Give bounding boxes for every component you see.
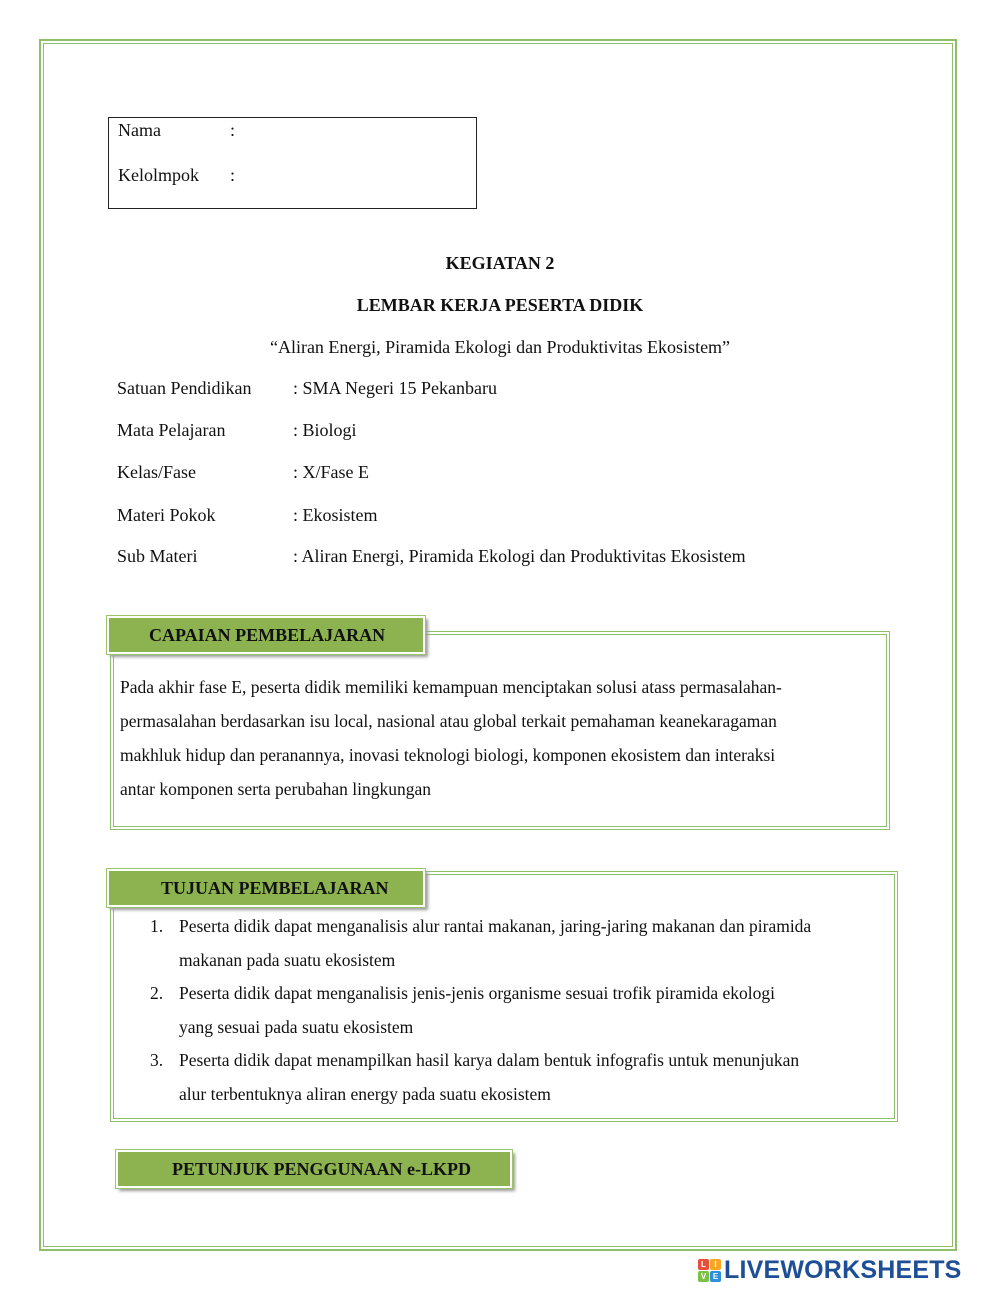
item-number: 3. (150, 1050, 164, 1070)
item-line: alur terbentuknya aliran energy pada suatu ekosistem (179, 1083, 551, 1104)
name-row (118, 120, 235, 141)
item-line: yang sesuai pada suatu ekosistem (179, 1016, 414, 1037)
list-item (150, 910, 890, 977)
group-row (118, 165, 235, 186)
brand-name: LIVEWORKSHEETS (724, 1255, 962, 1284)
capaian-line: Pada akhir fase E, peserta didik memiliki kemampuan menciptakan solusi atass permasalahan- (120, 677, 782, 697)
petunjuk-header: PETUNJUK PENGGUNAAN e-LKPD (116, 1150, 512, 1188)
list-item (150, 977, 890, 1044)
group-label: Kelolmpok (118, 165, 199, 185)
info-row (117, 378, 497, 399)
item-number: 1. (150, 916, 164, 936)
liveworksheets-icon (698, 1259, 721, 1282)
capaian-line: permasalahan berdasarkan isu local, nasional atau global terkait pemahaman keanekaragaman (120, 711, 777, 731)
activity-heading: KEGIATAN 2 (445, 253, 555, 273)
logo-letter: I (710, 1259, 721, 1270)
info-key: Mata Pelajaran (117, 420, 226, 440)
capaian-header: CAPAIAN PEMBELAJARAN (107, 616, 425, 654)
item-line: Peserta didik dapat menganalisis alur rantai makanan, jaring-jaring makanan dan piramida (179, 916, 812, 936)
info-value: : Ekosistem (293, 505, 378, 525)
capaian-text (120, 670, 880, 806)
item-line: Peserta didik dapat menampilkan hasil karya dalam bentuk infografis untuk menunjukan (179, 1050, 800, 1070)
info-key: Satuan Pendidikan (117, 378, 252, 398)
info-key: Kelas/Fase (117, 462, 196, 482)
capaian-line: antar komponen serta perubahan lingkungan (120, 779, 432, 799)
name-colon: : (230, 120, 236, 140)
info-row (117, 462, 369, 483)
logo-letter: L (698, 1259, 709, 1270)
list-item (150, 1044, 890, 1111)
info-row (117, 420, 357, 441)
logo-letter: V (698, 1271, 709, 1282)
tujuan-header: TUJUAN PEMBELAJARAN (107, 869, 425, 907)
info-key: Materi Pokok (117, 505, 216, 525)
item-line: makanan pada suatu ekosistem (179, 949, 396, 970)
item-number: 2. (150, 983, 164, 1003)
sheet-subtitle: “Aliran Energi, Piramida Ekologi dan Produktivitas Ekosistem” (269, 337, 731, 357)
info-value: : X/Fase E (293, 462, 369, 482)
info-key: Sub Materi (117, 546, 198, 566)
info-value: : SMA Negeri 15 Pekanbaru (293, 378, 497, 398)
capaian-line: makhluk hidup dan peranannya, inovasi teknologi biologi, komponen ekosistem dan interaksi (120, 745, 776, 765)
tujuan-list (150, 910, 890, 1111)
name-label: Nama (118, 120, 161, 140)
student-identity-box (108, 117, 477, 209)
item-line: Peserta didik dapat menganalisis jenis-jenis organisme sesuai trofik piramida ekologi (179, 983, 775, 1003)
logo-letter: E (710, 1271, 721, 1282)
info-value: : Aliran Energi, Piramida Ekologi dan Produktivitas Ekosistem (293, 546, 746, 566)
liveworksheets-logo (698, 1257, 962, 1283)
info-row (117, 505, 378, 526)
info-value: : Biologi (293, 420, 357, 440)
group-colon: : (230, 165, 236, 185)
info-row (117, 546, 746, 567)
sheet-title: LEMBAR KERJA PESERTA DIDIK (356, 295, 644, 315)
